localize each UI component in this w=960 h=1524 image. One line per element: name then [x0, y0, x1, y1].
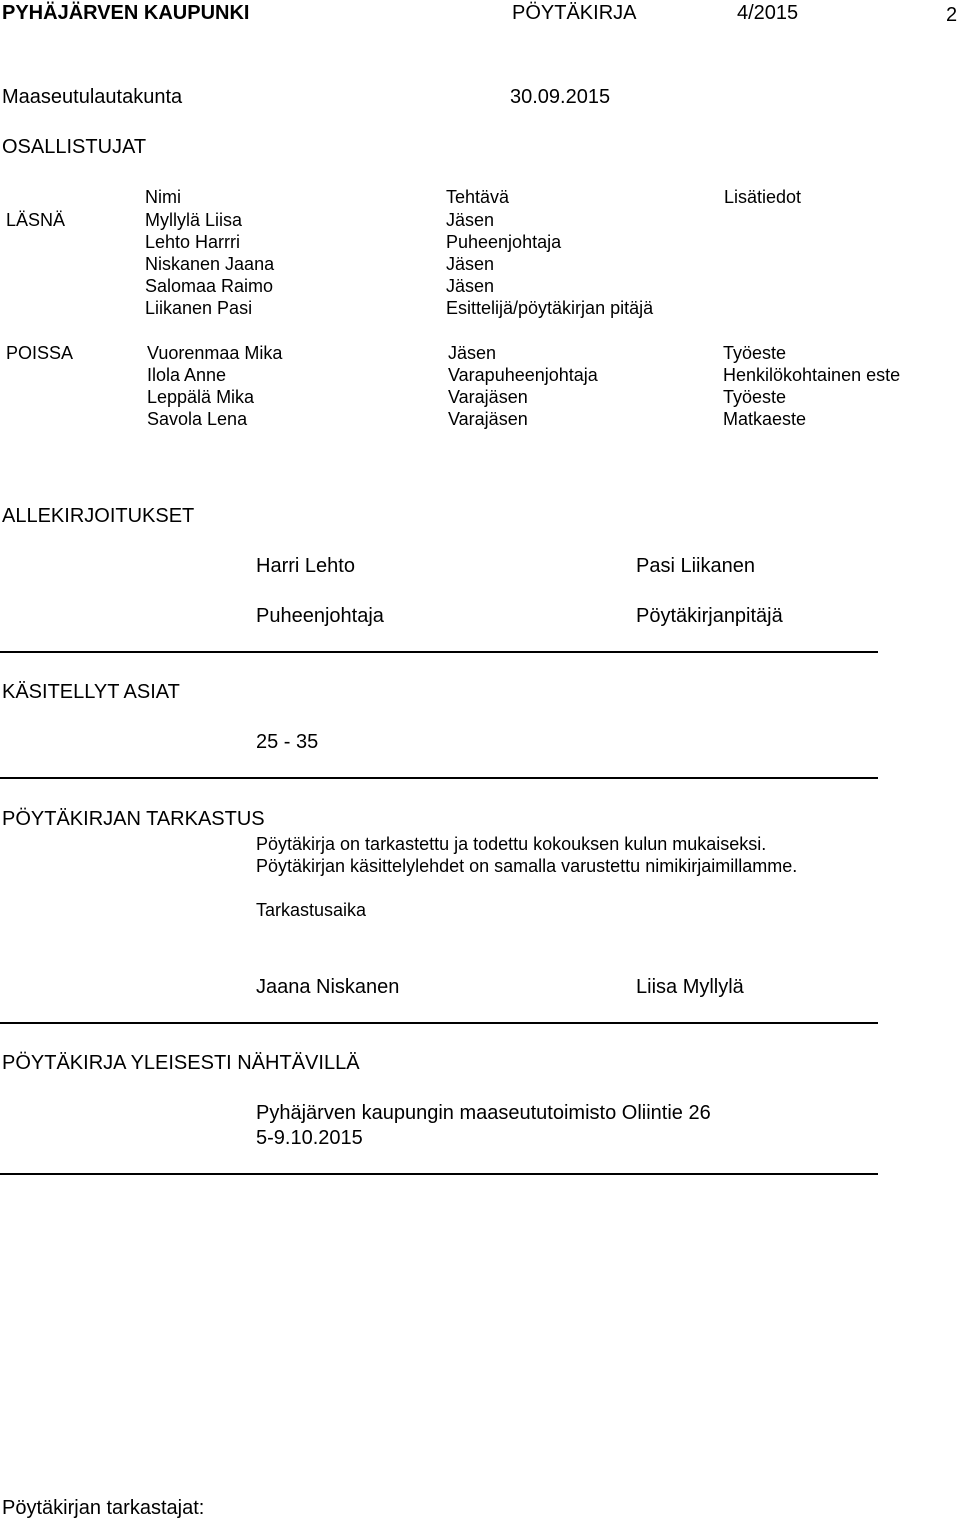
present-name: Myllylä Liisa — [145, 210, 243, 230]
absent-role: Varajäsen — [448, 409, 528, 429]
secretary-title: Pöytäkirjanpitäjä — [636, 605, 783, 627]
participants-heading: OSALLISTUJAT — [2, 136, 147, 158]
absent-info: Työeste — [723, 387, 787, 407]
review-statement-1: Pöytäkirja on tarkastettu ja todettu kokouksen kulun mukaiseksi. — [256, 834, 767, 854]
review-heading: PÖYTÄKIRJAN TARKASTUS — [2, 808, 265, 830]
absent-info: Matkaeste — [723, 409, 807, 429]
column-header-name: Nimi — [145, 187, 181, 207]
meeting-date: 30.09.2015 — [510, 86, 611, 108]
section-divider — [0, 651, 878, 653]
public-location: Pyhäjärven kaupungin maaseututoimisto Oliintie 26 — [256, 1102, 711, 1124]
column-header-info: Lisätiedot — [724, 187, 802, 207]
present-label: LÄSNÄ — [6, 210, 66, 230]
present-name: Niskanen Jaana — [145, 254, 275, 274]
section-divider — [0, 1173, 878, 1175]
chair-title: Puheenjohtaja — [256, 605, 384, 627]
absent-role: Varajäsen — [448, 387, 528, 407]
present-name: Lehto Harrri — [145, 232, 241, 252]
document-number: 4/2015 — [737, 2, 799, 24]
reviewers-footer-label: Pöytäkirjan tarkastajat: — [2, 1497, 205, 1519]
absent-role: Varapuheenjohtaja — [448, 365, 598, 385]
section-divider — [0, 1022, 878, 1024]
document-type: PÖYTÄKIRJA — [512, 2, 637, 24]
reviewer-1-name: Jaana Niskanen — [256, 976, 400, 998]
absent-name: Leppälä Mika — [147, 387, 255, 407]
absent-label: POISSA — [6, 343, 74, 363]
secretary-name: Pasi Liikanen — [636, 555, 755, 577]
organization-name: PYHÄJÄRVEN KAUPUNKI — [2, 2, 250, 24]
present-role: Jäsen — [446, 210, 495, 230]
items-heading: KÄSITELLYT ASIAT — [2, 681, 180, 703]
absent-info: Työeste — [723, 343, 787, 363]
present-role: Puheenjohtaja — [446, 232, 562, 252]
items-range: 25 - 35 — [256, 731, 319, 753]
public-heading: PÖYTÄKIRJA YLEISESTI NÄHTÄVILLÄ — [2, 1052, 360, 1074]
meeting-body: Maaseutulautakunta — [2, 86, 183, 108]
present-role: Jäsen — [446, 276, 495, 296]
review-statement-2: Pöytäkirjan käsittelylehdet on samalla varustettu nimikirjaimillamme. — [256, 856, 798, 876]
absent-role: Jäsen — [448, 343, 497, 363]
chair-name: Harri Lehto — [256, 555, 355, 577]
present-name: Salomaa Raimo — [145, 276, 274, 296]
present-role: Jäsen — [446, 254, 495, 274]
present-role: Esittelijä/pöytäkirjan pitäjä — [446, 298, 654, 318]
review-time-label: Tarkastusaika — [256, 900, 367, 920]
absent-info: Henkilökohtainen este — [723, 365, 901, 385]
present-name: Liikanen Pasi — [145, 298, 253, 318]
absent-name: Savola Lena — [147, 409, 248, 429]
section-divider — [0, 777, 878, 779]
page-number: 2 — [946, 4, 958, 26]
signatures-heading: ALLEKIRJOITUKSET — [2, 505, 195, 527]
absent-name: Vuorenmaa Mika — [147, 343, 283, 363]
reviewer-2-name: Liisa Myllylä — [636, 976, 744, 998]
column-header-role: Tehtävä — [446, 187, 510, 207]
public-dates: 5-9.10.2015 — [256, 1127, 363, 1149]
absent-name: Ilola Anne — [147, 365, 227, 385]
